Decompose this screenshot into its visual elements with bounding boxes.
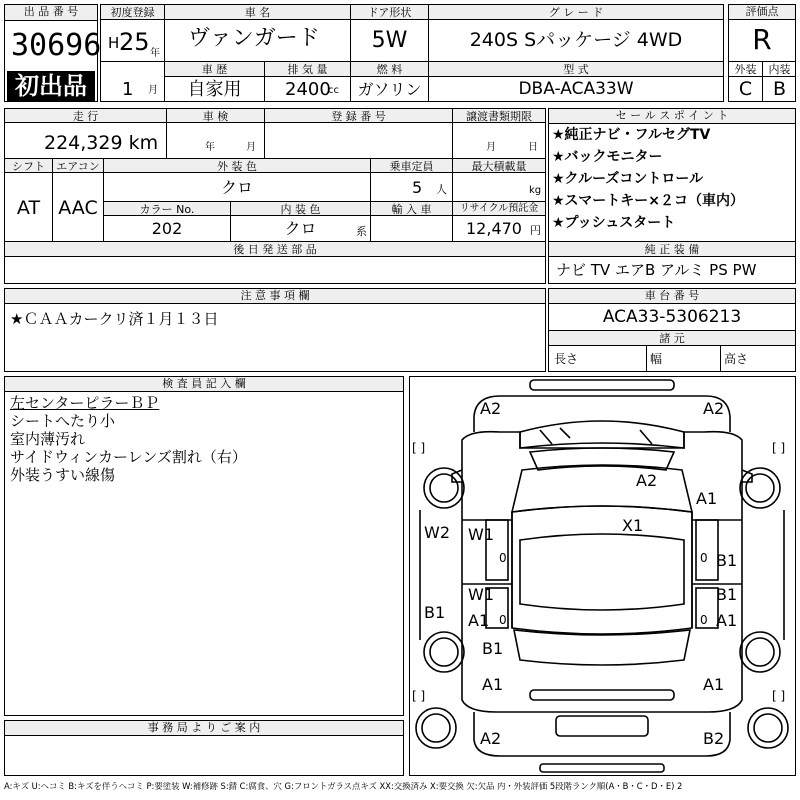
dims-label: 諸 元: [659, 332, 685, 345]
ac-label: エアコン: [56, 160, 100, 173]
reg-no-label: 登 録 番 号: [331, 110, 386, 123]
mileage-label: 走 行: [72, 110, 99, 123]
int-color: クロ: [284, 219, 317, 238]
mark-front-left: A2: [480, 399, 502, 418]
mark-bonnet: A2: [636, 471, 658, 490]
legend: A:キズ U:ヘコミ B:キズを伴うヘコミ P:要塗装 W:補修跡 S:錆 C:腐食、穴 G:フロントガラス点キズ XX:交換済み X:要交換 欠:欠品 内・外装評価 5段階ランク順(A・B・C・D・E) 2: [4, 782, 683, 791]
year-unit: 年: [150, 48, 160, 59]
lot-number-box: [4, 4, 102, 102]
height-label: 高さ: [724, 352, 749, 366]
mark-right-front-door: B1: [716, 551, 738, 570]
max-load-unit: kg: [529, 185, 542, 196]
ext-grade-label: 外装: [734, 63, 757, 76]
mark-left-front-door: W2: [424, 523, 450, 542]
mark-right-rear-a: A1: [703, 675, 725, 694]
capacity: 5: [412, 178, 423, 197]
int-color-unit: 系: [356, 225, 367, 238]
transfer-day-unit: 日: [528, 142, 538, 153]
history: 自家用: [187, 79, 242, 100]
zero-mark: 0: [700, 551, 708, 565]
history-label: 車 歴: [201, 63, 228, 76]
ext-color: クロ: [220, 178, 253, 197]
mark-left-rear-door-a: A1: [468, 611, 490, 630]
era-prefix: H: [108, 34, 120, 52]
displacement-unit: cc: [328, 85, 339, 96]
inspector-line: サイドウィンカーレンズ割れ（右）: [10, 448, 247, 466]
mark-left-rear-a: A1: [482, 675, 504, 694]
car-name-label: 車 名: [244, 6, 271, 19]
zero-mark: 0: [499, 551, 507, 565]
grade: 240S Sパッケージ 4WD: [469, 29, 683, 51]
sales-points-label: セ ー ル ス ポ イ ン ト: [549, 109, 795, 124]
int-grade: B: [772, 78, 787, 100]
mark-right-rear-door-a: A1: [716, 611, 738, 630]
bracket-mark: [ ]: [412, 689, 426, 703]
chassis-label: 車 台 番 号: [549, 289, 795, 304]
inspector-notes: [10, 396, 400, 486]
inspector-label: 検 査 員 記 入 欄: [5, 377, 403, 392]
sales-point-item: ★プッシュスタート: [552, 215, 676, 231]
shift: AT: [16, 197, 41, 219]
bracket-mark: [ ]: [412, 441, 426, 455]
divider: [720, 346, 721, 372]
length-label: 長さ: [554, 352, 579, 366]
inspector-line: 外装うすい線傷: [10, 466, 116, 484]
sales-point-item: ★スマートキー×２コ（車内）: [552, 193, 745, 209]
mark-left-quarter: B1: [424, 603, 446, 622]
score: R: [752, 23, 772, 56]
zero-mark: 0: [700, 613, 708, 627]
displacement: 2400: [285, 79, 331, 100]
recycle-label: リサイクル預託金: [459, 203, 539, 214]
model: DBA-ACA33W: [518, 79, 634, 99]
first-listing-text: 初出品: [15, 72, 87, 100]
door-type: 5W: [371, 28, 408, 53]
transfer-month-unit: 月: [486, 142, 496, 153]
mark-roof: X1: [622, 516, 644, 535]
recycle-unit: 円: [530, 224, 541, 237]
mileage: 224,329 km: [44, 132, 159, 154]
inspector-line: シートへたり小: [10, 412, 116, 430]
inspection-month-unit: 月: [246, 142, 256, 153]
zero-mark: 0: [499, 613, 507, 627]
int-grade-label: 内装: [768, 63, 791, 76]
sales-points-list: [552, 128, 794, 238]
equipment-value: ナビ TV エアB アルミ PS PW: [556, 261, 757, 279]
inspector-line: 左センターピラーＢＰ: [10, 394, 160, 412]
capacity-label: 乗車定員: [389, 160, 434, 173]
import-label: 輸 入 車: [391, 203, 432, 216]
door-label: ドア形状: [367, 6, 412, 19]
sales-point-item: ★クルーズコントロール: [552, 171, 704, 187]
divider: [164, 76, 724, 77]
model-label: 型 式: [563, 63, 589, 76]
bracket-mark: [ ]: [772, 689, 786, 703]
ext-grade: C: [738, 78, 753, 100]
mark-left-door-front: W1: [468, 525, 494, 544]
lot-number-label: 出 品 番 号: [5, 5, 97, 21]
shift-label: シフト: [12, 160, 45, 173]
inspection-year-unit: 年: [205, 142, 215, 153]
int-color-label: 内 装 色: [280, 203, 321, 216]
displacement-label: 排 気 量: [287, 63, 328, 76]
color-no: 202: [151, 219, 183, 238]
mark-rear-right: B2: [703, 729, 725, 748]
mark-right-fender: A1: [696, 489, 718, 508]
sales-point-item: ★純正ナビ・フルセグTV: [552, 127, 711, 143]
mark-left-door-rear: W1: [468, 585, 494, 604]
first-reg-label: 初度登録: [110, 6, 155, 19]
width-label: 幅: [650, 352, 663, 366]
notes-label: 注 意 事 項 欄: [5, 289, 545, 304]
capacity-unit: 人: [436, 183, 447, 196]
transfer-label: 譲渡書類期限: [466, 110, 532, 123]
reg-year: 25: [119, 28, 150, 56]
later-parts-label: 後 日 発 送 部 品: [233, 243, 317, 256]
color-no-label: カラー No.: [139, 203, 195, 216]
mark-front-right: A2: [703, 399, 725, 418]
car-name: ヴァンガード: [188, 26, 320, 51]
chassis-number: ACA33-5306213: [602, 307, 742, 327]
score-label: 評価点: [729, 5, 795, 20]
ext-color-label: 外 装 色: [217, 160, 257, 173]
recycle: 12,470: [466, 219, 522, 238]
ac: AAC: [58, 197, 98, 219]
mark-left-rocker: B1: [482, 639, 504, 658]
notes-value: ★ＣＡＡカークリ済１月１３日: [10, 310, 219, 328]
month-unit: 月: [148, 85, 158, 96]
office-label: 事 務 局 よ り ご 案 内: [5, 721, 403, 736]
lot-number: 30696: [11, 28, 102, 63]
car-diagram-box: [409, 376, 796, 776]
divider: [646, 346, 647, 372]
inspector-line: 室内薄汚れ: [10, 430, 86, 448]
sales-point-item: ★バックモニター: [552, 149, 663, 165]
mark-right-rear-door: B1: [716, 585, 738, 604]
fuel-label: 燃 料: [376, 63, 403, 76]
grade-label: グ レ ー ド: [548, 6, 604, 19]
mark-rear-left: A2: [480, 729, 502, 748]
max-load-label: 最大積載量: [471, 160, 527, 173]
bracket-mark: [ ]: [772, 441, 786, 455]
equipment-label: 純 正 装 備: [644, 243, 700, 256]
reg-month: 1: [122, 79, 134, 100]
inspection-label: 車 検: [202, 110, 229, 123]
fuel: ガソリン: [357, 80, 422, 99]
